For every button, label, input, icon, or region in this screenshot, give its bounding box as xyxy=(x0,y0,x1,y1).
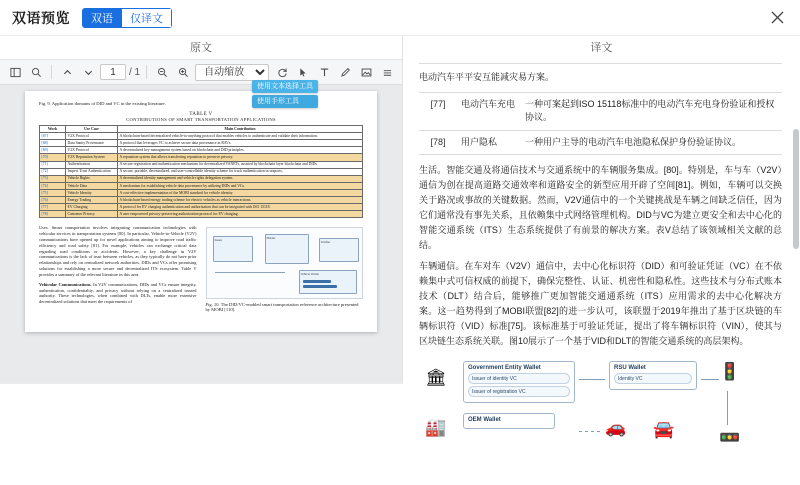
toolbar-tooltips xyxy=(252,80,318,108)
table-row xyxy=(40,204,363,211)
page-title: 双语预览 xyxy=(12,9,70,26)
figure-10-image xyxy=(206,227,364,299)
table-title: TABLE V xyxy=(189,112,213,117)
th-work: Work xyxy=(40,126,66,133)
paper-columns xyxy=(39,225,363,318)
translation-paragraph-1: 生活。智能交通及将通信技术与交通系统中的车辆服务集成。[80]。特别是，车与车（V2V）通信为创在提高道路交通效率和道路安全的新型应用开辟了空间[81]。例如，车辆可以交换关于路况或事故的关键数据。然而，V2V通信中的一个关键挑战是车辆之间缺乏信任，因为它们通常没有事先关系，且依赖集中式网络管理机构。DID与VC为建立更安全和去中心化的智能交通系统（ITS）生态系统提供了有前景的解决方案。表V总结了该领域相关文献的总结。 xyxy=(419,165,782,250)
translation-pane xyxy=(403,36,800,448)
figure-9-caption: Fig. 9. Application domains of DID and VC in the existing literature. xyxy=(39,101,166,106)
next-page-icon[interactable] xyxy=(79,63,97,81)
table-row xyxy=(40,154,363,161)
toolbar-divider-2 xyxy=(146,65,147,79)
cell-work: [78] xyxy=(40,211,66,218)
cell-usecase: V2X Protocol xyxy=(66,133,118,140)
diagram-connector-dashed xyxy=(579,431,603,432)
rsu-wallet-card xyxy=(609,361,697,390)
pdf-page xyxy=(25,91,377,332)
zoom-in-icon[interactable] xyxy=(174,63,192,81)
card-title: RSU Wallet xyxy=(614,365,646,372)
translated-reference-table xyxy=(419,92,782,156)
cell-work: [75] xyxy=(40,189,66,196)
table-row xyxy=(40,133,363,140)
figure-chip-identity-vc xyxy=(303,280,331,283)
figure-label-issuer: Issuer xyxy=(214,238,223,243)
translation-scroll[interactable] xyxy=(403,59,800,485)
preview-body xyxy=(0,36,800,448)
factory-icon: 🏭 xyxy=(425,418,447,438)
cell-contrib: A secure, portable, decentralized, and user-controllable identity scheme for truck authentication in seaports. xyxy=(118,168,363,175)
cell-work: [72] xyxy=(40,168,66,175)
table-subtitle: CONTRIBUTIONS OF SMART TRANSPORTATION APPLICATIONS xyxy=(126,117,276,122)
diagram-connector-vertical xyxy=(727,391,728,425)
rotate-icon[interactable] xyxy=(273,63,291,81)
th-contrib: Main Contribution xyxy=(118,126,363,133)
cell-contrib: A protocol for EV charging authentication and authorization that can be integrated with ISO 15118. xyxy=(118,204,363,211)
cell-ref-number: [78] xyxy=(419,130,457,155)
table-row xyxy=(40,161,363,168)
cell-contrib: A reputation system that allows transferring reputation to preserve privacy. xyxy=(118,154,363,161)
car-icon: 🚗 xyxy=(605,418,627,438)
table-row xyxy=(40,147,363,154)
table-header-row xyxy=(40,126,363,133)
figure-chip-registration-vc xyxy=(303,285,337,288)
traffic-light-icon: 🚦 xyxy=(719,362,741,382)
paragraph-body: In V2V communications, DIDs and VCs ensure integrity, authentication, confidentiality, and privacy without relying on a centralized trusted authority. These technologies, when combined with DLTs, enable more extensive decentralized solutions that meet the requirements of xyxy=(39,281,197,305)
table-row xyxy=(419,92,782,130)
prev-page-icon[interactable] xyxy=(58,63,76,81)
cell-work: [77] xyxy=(40,204,66,211)
original-pane xyxy=(0,36,403,383)
mode-bilingual-button[interactable]: 双语 xyxy=(83,9,122,27)
translated-diagram xyxy=(419,355,782,475)
original-pane-label: 原文 xyxy=(0,36,402,59)
scrollbar-thumb[interactable] xyxy=(793,129,799,249)
card-item: Issuer of registration VC xyxy=(468,386,570,397)
cell-ref-number: [77] xyxy=(419,92,457,130)
diagram-connector xyxy=(579,379,605,380)
oem-wallet-card xyxy=(463,413,555,429)
cell-usecase: V2X Reputation System xyxy=(66,154,118,161)
zoom-level-select[interactable] xyxy=(195,64,269,81)
bank-icon: 🏛 xyxy=(425,368,447,388)
cell-usecase: EV Charging xyxy=(66,204,118,211)
table-row xyxy=(40,140,363,147)
text-tool-icon[interactable] xyxy=(315,63,333,81)
page-number-input[interactable] xyxy=(100,64,126,80)
th-usecase: Use Case xyxy=(66,126,118,133)
cell-ref-text: 一种用户主导的电动汽车电池隐私保护身份验证协议。 xyxy=(521,130,782,155)
cell-usecase: Authentication xyxy=(66,161,118,168)
contributions-table xyxy=(39,125,363,218)
card-title: Government Entity Wallet xyxy=(468,365,541,372)
cell-contrib: A secure registration and authentication mechanism for decentralized VANETs, assisted by blockchain layer blockchain and DIDs. xyxy=(118,161,363,168)
table-row xyxy=(40,182,363,189)
traffic-light-icon-2: 🚥 xyxy=(719,428,741,448)
divider xyxy=(419,63,782,64)
tooltip-text-select: 使用文本选择工具 xyxy=(252,80,318,93)
figure-10-caption: Fig. 10. The DID/VC-enabled smart transportation reference architecture presented by MOBI [110]. xyxy=(205,302,359,313)
mode-translation-only-button[interactable]: 仅译文 xyxy=(122,9,171,27)
cell-contrib: A decentralized identity management and vehicle rights delegation system. xyxy=(118,175,363,182)
cell-contrib: A decentralized key management system based on blockchain and DID principles. xyxy=(118,147,363,154)
draw-tool-icon[interactable] xyxy=(336,63,354,81)
figure-connector xyxy=(215,272,285,273)
paper-column-left xyxy=(39,225,197,318)
cell-contrib: A user empowered privacy-preserving authorization protocol for EV charging. xyxy=(118,211,363,218)
translation-scrollbar[interactable] xyxy=(793,89,799,339)
more-tools-icon[interactable] xyxy=(378,63,396,81)
cell-usecase: Energy Trading xyxy=(66,197,118,204)
cell-usecase: Customer Privacy xyxy=(66,211,118,218)
card-item: Issuer of identity VC xyxy=(468,373,570,384)
paragraph-heading: Vehicular Communications. xyxy=(39,281,92,287)
government-entity-wallet-card xyxy=(463,361,575,403)
cell-usecase: Vehicle Data xyxy=(66,182,118,189)
table-body xyxy=(40,133,363,218)
card-title: OEM Wallet xyxy=(468,417,501,424)
cell-work: [71] xyxy=(40,161,66,168)
search-icon[interactable] xyxy=(27,63,45,81)
table-row xyxy=(40,189,363,196)
text-select-icon[interactable] xyxy=(294,63,312,81)
figure-label-vehicle-wallet: Vehicle Wallet xyxy=(300,272,320,277)
page-total-label: / 1 xyxy=(129,66,141,78)
cell-usecase: V2X Protocol xyxy=(66,147,118,154)
cell-ref-key: 用户隐私 xyxy=(457,130,521,155)
zoom-out-icon[interactable] xyxy=(153,63,171,81)
toolbar-divider xyxy=(51,65,52,79)
table-row xyxy=(40,168,363,175)
cell-contrib: A protocol that leverages VC to achieve secure data provenance in RAVs. xyxy=(118,140,363,147)
dialog-header xyxy=(0,0,800,36)
figure-label-holder: Holder xyxy=(266,236,276,241)
paragraph-vehicular xyxy=(39,282,197,305)
card-item: Identity VC xyxy=(614,373,692,384)
cell-contrib: A blockchain-based decentralized vehicle-to-anything protocol that enables vehicles to authenticate and validate their information. xyxy=(118,133,363,140)
tooltip-hand-tool: 使用手形工具 xyxy=(252,95,318,108)
cell-usecase: Vehicle Rights xyxy=(66,175,118,182)
language-mode-toggle[interactable] xyxy=(82,8,172,28)
cell-ref-text: 一种可案起到ISO 15118标准中的电动汽车充电身份验证和授权协议。 xyxy=(521,92,782,130)
figure-label-verifier: Verifier xyxy=(320,240,331,245)
cell-work: [76] xyxy=(40,197,66,204)
cell-contrib: A cost-effective implementation of the MOBI standard for vehicle identity. xyxy=(118,189,363,196)
table-row xyxy=(40,211,363,218)
cell-work: [74] xyxy=(40,182,66,189)
translation-paragraph-2: 车辆通信。在车对车（V2V）通信中，去中心化标识符（DID）和可验证凭证（VC）在不依赖集中式可信权威的前提下，确保完整性、认证、机密性和隐私性。这些技术与分布式账本技术（DLT）结合后，能够推广更加智能交通通系统（ITS）应用需求的去中心化解决方案。这一趋势得到了MOBI联盟[82]的进一步认可，该联盟于2019年推出了基于区块链的车辆标识符（VID）标准[75]。该标准基于可验证凭证，提出了将车辆标识符（VIN），使其与区块链生态系统关联。图10展示了一个基于VID和DLT的智能交通系统的高层架构。 xyxy=(419,261,782,346)
table-row xyxy=(419,130,782,155)
table-row xyxy=(40,197,363,204)
cell-work: [73] xyxy=(40,175,66,182)
paragraph-uses: Uses. Smart transportation involves integrating communication technologies with vehicular services in transportation systems [80]. In particular, Vehicle-to-Vehicle (V2V) communications have opened up for novel applications aiming to improve road traffic efficiency and road safety [81]. For example, vehicles can exchange critical data regarding road conditions or accidents. However, a key challenge in V2V communications is the lack of trust between vehicles, as they typically do not have prior relationships and rely on centralized network authorities. DIDs and VCs offer promising solutions for establishing a more secure and decentralized ITS ecosystem. Table V provides a summary of the relevant literature in this area. xyxy=(39,225,197,277)
cell-contrib: A blockchain-based energy trading scheme for electric vehicles as vehicle interactions. xyxy=(118,197,363,204)
car-icon-2: 🚘 xyxy=(653,420,675,440)
pdf-toolbar xyxy=(0,59,402,85)
translation-pane-label: 译文 xyxy=(403,36,800,59)
cell-usecase: Inspect Trust Authentication xyxy=(66,168,118,175)
table-row xyxy=(40,175,363,182)
translation-top-text: 电动汽车平平安互能减灾易方案。 xyxy=(419,72,555,82)
cell-work: [70] xyxy=(40,154,66,161)
sidebar-toggle-icon[interactable] xyxy=(6,63,24,81)
cell-usecase: Data Sanity Provenance xyxy=(66,140,118,147)
cell-contrib: A mechanism for establishing vehicle data provenance by utilizing DIDs and VCs. xyxy=(118,182,363,189)
cell-work: [68] xyxy=(40,140,66,147)
diagram-connector-2 xyxy=(701,379,719,380)
toolbar-right-group xyxy=(273,63,396,81)
cell-work: [67] xyxy=(40,133,66,140)
image-tool-icon[interactable] xyxy=(357,63,375,81)
cell-ref-key: 电动汽车充电 xyxy=(457,92,521,130)
cell-usecase: Vehicle Identity xyxy=(66,189,118,196)
close-icon[interactable] xyxy=(766,7,788,29)
pdf-document-scroll[interactable] xyxy=(0,85,402,383)
cell-work: [69] xyxy=(40,147,66,154)
paper-column-right xyxy=(206,225,364,318)
